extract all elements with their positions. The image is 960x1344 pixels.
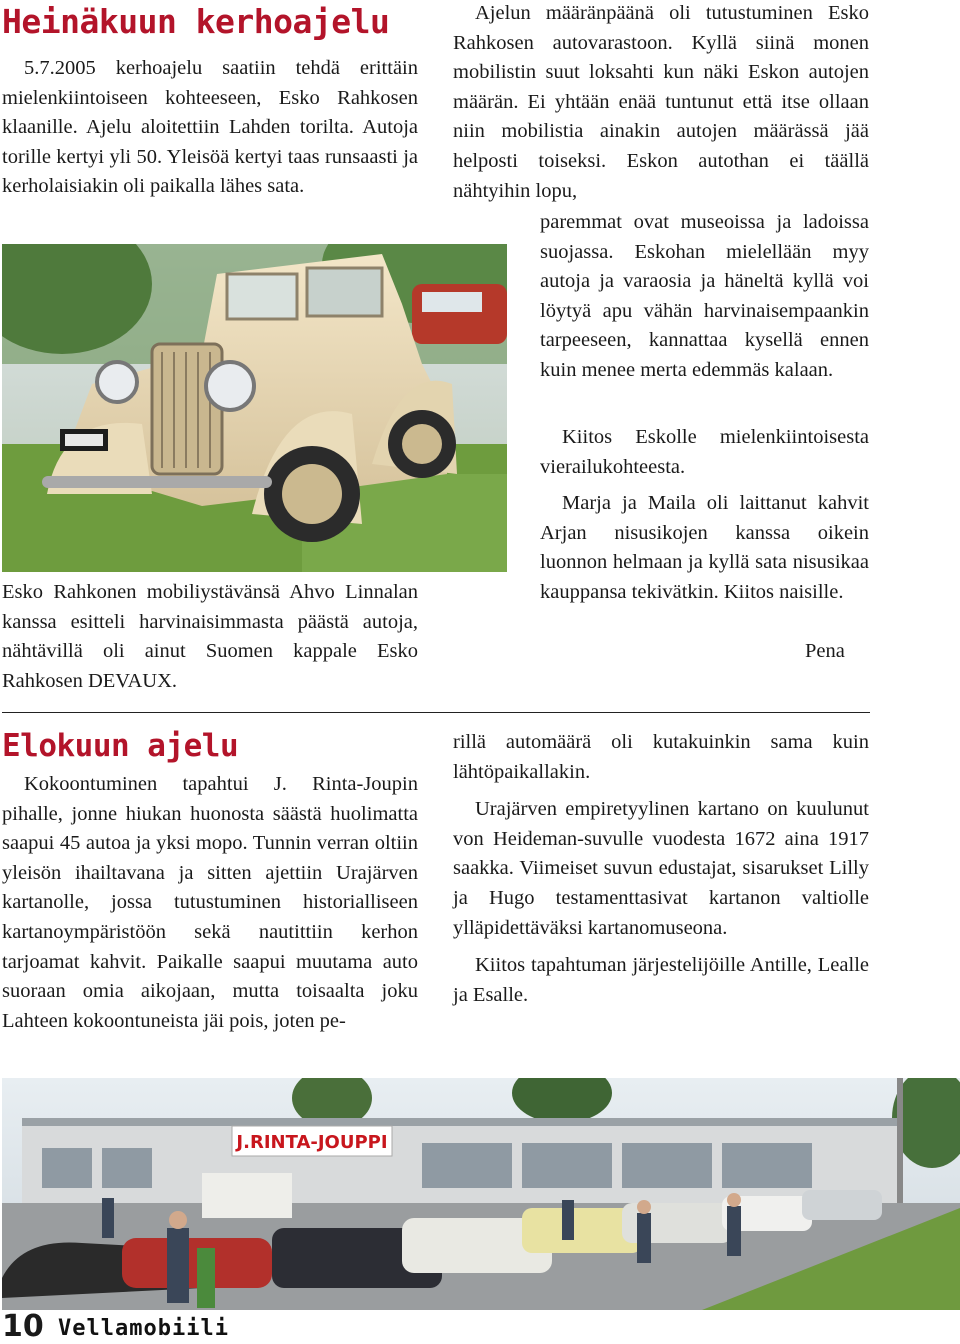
section-title: Heinäkuun kerhoajelu [2, 2, 390, 41]
section-divider [2, 712, 870, 713]
august-left-text: Kokoontuminen tapahtui J. Rinta-Joupin pihalle, jonne hiukan huonosta säästä huolimatta saapui 45 autoa ja yksi mopo. Tunnin verran oltiin yleisön ihailtavana ja sitten ajettiin Urajärven kartanolle, jossa tutustuminen historialliseen kartanoympäristöön sekä nautittiin kerhon tarjoamat kahvit. Paikalle saapui muutama auto suoraan omia aikojaan, mutta toisaalta joku Lahteen kokoontuneista jäi pois, joten pe- [2, 773, 418, 1032]
signature: Pena [805, 640, 845, 662]
vintage-car-photo [2, 244, 507, 572]
right-column-continued: paremmat ovat museoissa ja ladoissa suojassa. Eskohan mielellään myy autoja ja varaosia ja häneltä kyllä voi löytyä apu vähän harvinaisempaankin tarpeeseen, kannattaa kysellä ennen kuin menee merta edemmäs kalaan. [540, 211, 869, 381]
thanks-paragraph: Kiitos Eskolle mielenkiintoisesta vierailukohteesta. [540, 426, 869, 478]
right-column-text: Ajelun määränpäänä oli tutustuminen Esko Rahkosen autovarastoon. Kyllä siinä monen mobilistin suut loksahti kun näki Eskon autojen määrän. Ei yhtään enää tuntunut että itse ollaan niin mobilistia ainakin autojen määrässä jää helposti toiseksi. Eskon autothan ei täällä nähtyihin lopu, [453, 2, 869, 202]
august-right-p1: rillä automäärä oli kutakuinkin sama kuin lähtöpaikallakin. [453, 731, 869, 783]
photo-caption: Esko Rahkonen mobiliystävänsä Ahvo Linnalan kanssa esitteli harvinaisimmasta päästä autoja, nähtävillä oli ainut Suomen kappale Esko Rahkosen DEVAUX. [2, 581, 418, 692]
vintage-car-image [2, 244, 507, 572]
intro-paragraph: 5.7.2005 kerhoajelu saatiin tehdä erittäin mielenkiintoiseen kohteeseen, Esko Rahkosen klaanille. Ajelu aloitettiin Lahden torilta. Autoja torille kertyi yli 50. Yleisöä kertyi taas runsaasti ja kerholaisiakin oli paikalla lähes sata. [2, 57, 418, 198]
magazine-name: Vellamobiili [58, 1316, 229, 1341]
coffee-paragraph: Marja ja Maila oli laittanut kahvit Arjan nisusikojen kanssa oikein luonnon helmaan ja kyllä sata nisusikaa kauppansa tekivätkin. Kiitos naisille. [540, 492, 869, 603]
dealer-sign: J.RINTA-JOUPPI [236, 1132, 388, 1153]
car-meeting-image [2, 1078, 960, 1310]
august-right-p2: Urajärven empiretyylinen kartano on kuulunut von Heideman-suvulle vuodesta 1672 aina 1917 saakka. Viimeiset suvun edustajat, sisarukset Lilly ja Hugo testamenttasivat kartanon valtiolle ylläpidettäväksi kartanomuseona. [453, 798, 869, 939]
car-meeting-photo [2, 1078, 960, 1310]
august-right-text [453, 728, 869, 1010]
page-number: 10 [2, 1309, 44, 1344]
august-right-p3: Kiitos tapahtuman järjestelijöille Antille, Lealle ja Esalle. [453, 954, 869, 1006]
section-title-august: Elokuun ajelu [2, 728, 239, 764]
